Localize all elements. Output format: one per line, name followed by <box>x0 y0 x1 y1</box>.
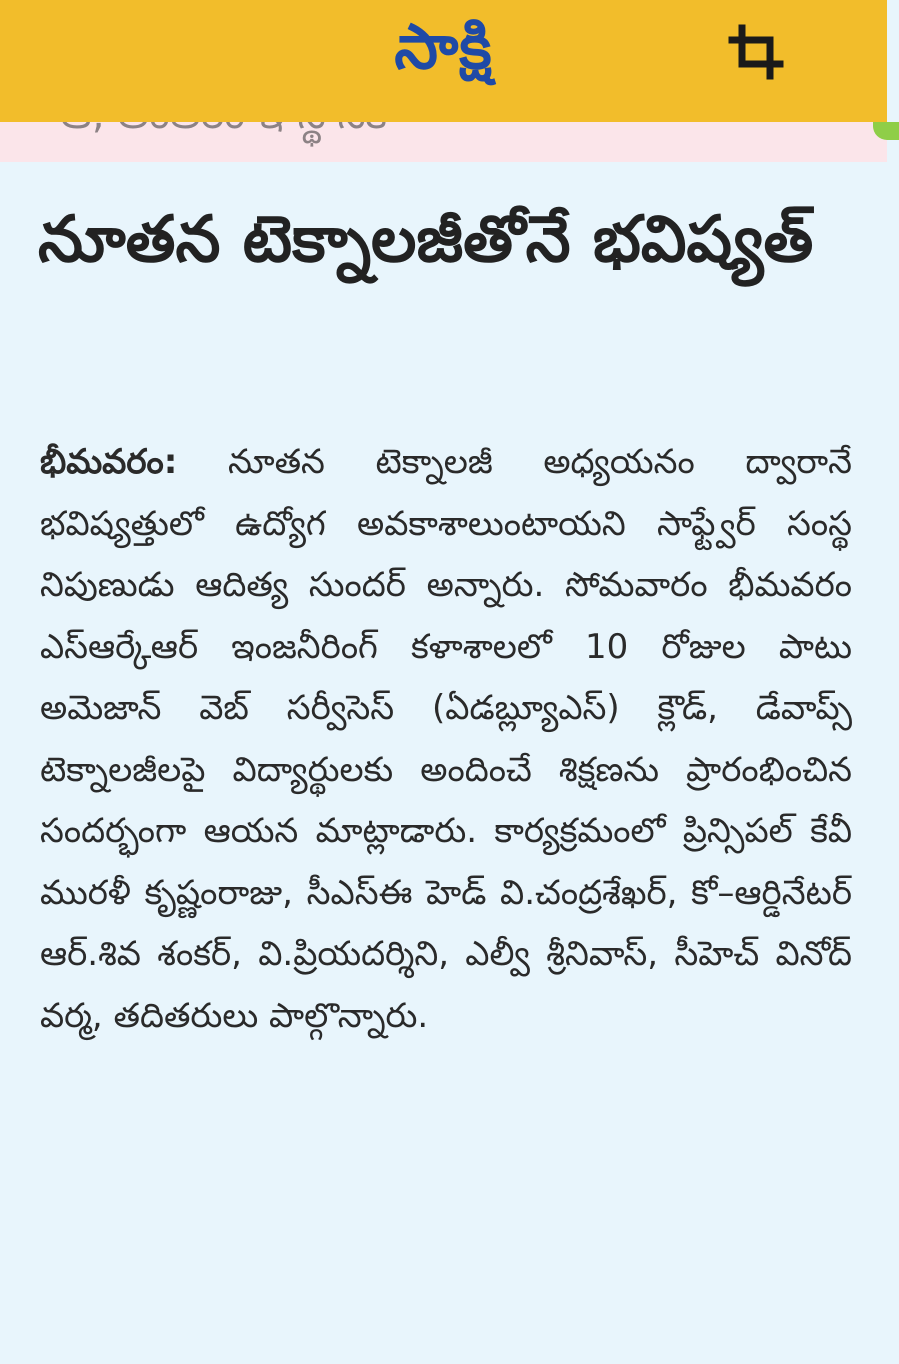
article-dateline: భీమవరం: <box>40 442 178 482</box>
sakshi-logo: సాక్షి <box>394 10 493 83</box>
previous-article-strip <box>0 122 887 162</box>
article-headline: నూతన టెక్నాలజీతోనే భవిష్యత్ <box>38 203 814 277</box>
green-tab-edge <box>873 122 899 140</box>
article-body-text: నూతన టెక్నాలజీ అధ్యయనం ద్వారానే భవిష్యత్తులో ఉద్యోగ అవకాశాలుంటాయని సాఫ్ట్వేర్ సంస్థ నిపుణుడు ఆదిత్య సుందర్ అన్నారు. సోమవారం భీమవరం ఎస్ఆర్కేఆర్ ఇంజనీరింగ్ కళాశాలలో 10 రోజుల పాటు అమెజాన్ వెబ్ సర్వీసెస్ (ఏడబ్ల్యూఎస్) క్లౌడ్, డేవాప్స్ టెక్నాలజీలపై విద్యార్థులకు అందించే శిక్షణను ప్రారంభించిన సందర్భంగా ఆయన మాట్లాడారు. కార్యక్రమంలో ప్రిన్సిపల్ కేవీ మురళీ కృష్ణంరాజు, సీఎస్ఈ హెడ్ వి.చంద్రశేఖర్, కో–ఆర్డినేటర్ ఆర్.శివ శంకర్, వి.ప్రియదర్శిని, ఎల్వీ శ్రీనివాస్, సీహెచ్ వినోద్ వర్మ, తదితరులు పాల్గొన్నారు. <box>40 442 852 1036</box>
crop-icon[interactable] <box>728 22 792 86</box>
article-card <box>0 162 887 1364</box>
app-header <box>0 0 887 122</box>
article-body <box>40 432 852 1047</box>
